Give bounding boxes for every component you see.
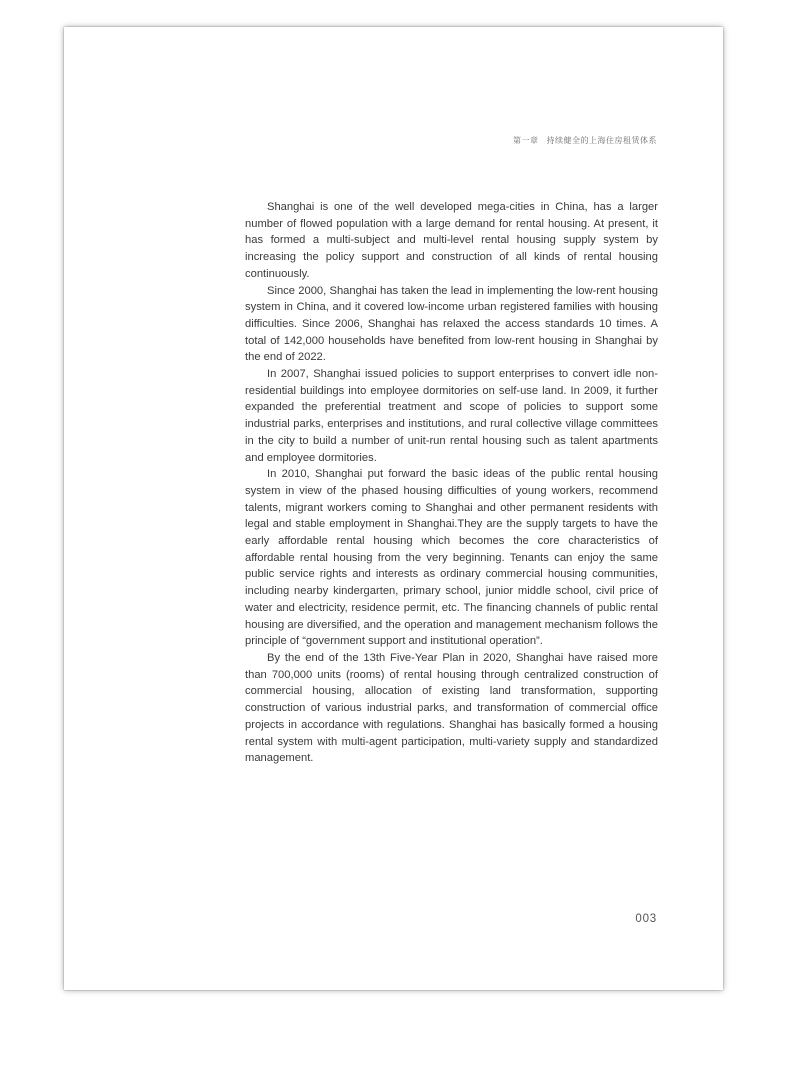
chapter-label: 第一章: [513, 136, 539, 145]
paragraph-3: In 2007, Shanghai issued policies to support enterprises to convert idle non-residential buildings into employee dormitories on self-use land. In 2009, it further expanded the preferential treatment and scope of policies to support some industrial parks, enterprises and institutions, and rural collective village committees in the city to build a number of unit-run rental housing such as talent apartments and employee dormitories.: [245, 368, 658, 464]
paragraph-2: Since 2000, Shanghai has taken the lead in implementing the low-rent housing system in China, and it covered low-income urban registered families with housing difficulties. Since 2006, Shanghai has relaxed the access standards 10 times. A total of 142,000 households have benefited from low-rent housing in Shanghai by the end of 2022.: [245, 284, 658, 364]
paragraph-1: Shanghai is one of the well developed mega-cities in China, has a larger number of flowed population with a large demand for rental housing. At present, it has formed a multi-subject and multi-level rental housing supply system by increasing the policy support and construction of all kinds of rental housing continuously.: [245, 201, 658, 280]
body-text: [245, 199, 658, 767]
page-number: 003: [635, 913, 657, 925]
running-header: [513, 135, 657, 146]
book-page: [64, 27, 723, 990]
paragraph-4: In 2010, Shanghai put forward the basic ideas of the public rental housing system in view of the phased housing difficulties of young workers, recommend talents, migrant workers coming to Shanghai and other permanent residents with legal and stable employment in Shanghai.They are the supply targets to have the early affordable rental housing which becomes the core characteristics of affordable rental housing from the very beginning. Tenants can enjoy the same public service rights and interests as ordinary commercial housing communities, including nearby kindergarten, primary school, junior middle school, civil price of water and electricity, residence permit, etc. The financing channels of public rental housing are diversified, and the operation and management mechanism follows the principle of “government support and institutional operation”.: [245, 468, 658, 648]
chapter-title: 持续健全的上海住房租赁体系: [546, 136, 657, 145]
paragraph-5: By the end of the 13th Five-Year Plan in 2020, Shanghai have raised more than 700,000 units (rooms) of rental housing through centralized construction of commercial housing, allocation of existing land transformation, supporting construction of various industrial parks, and transformation of commercial office projects in accordance with regulations. Shanghai has basically formed a housing rental system with multi-agent participation, multi-variety supply and standardized management.: [245, 651, 658, 765]
